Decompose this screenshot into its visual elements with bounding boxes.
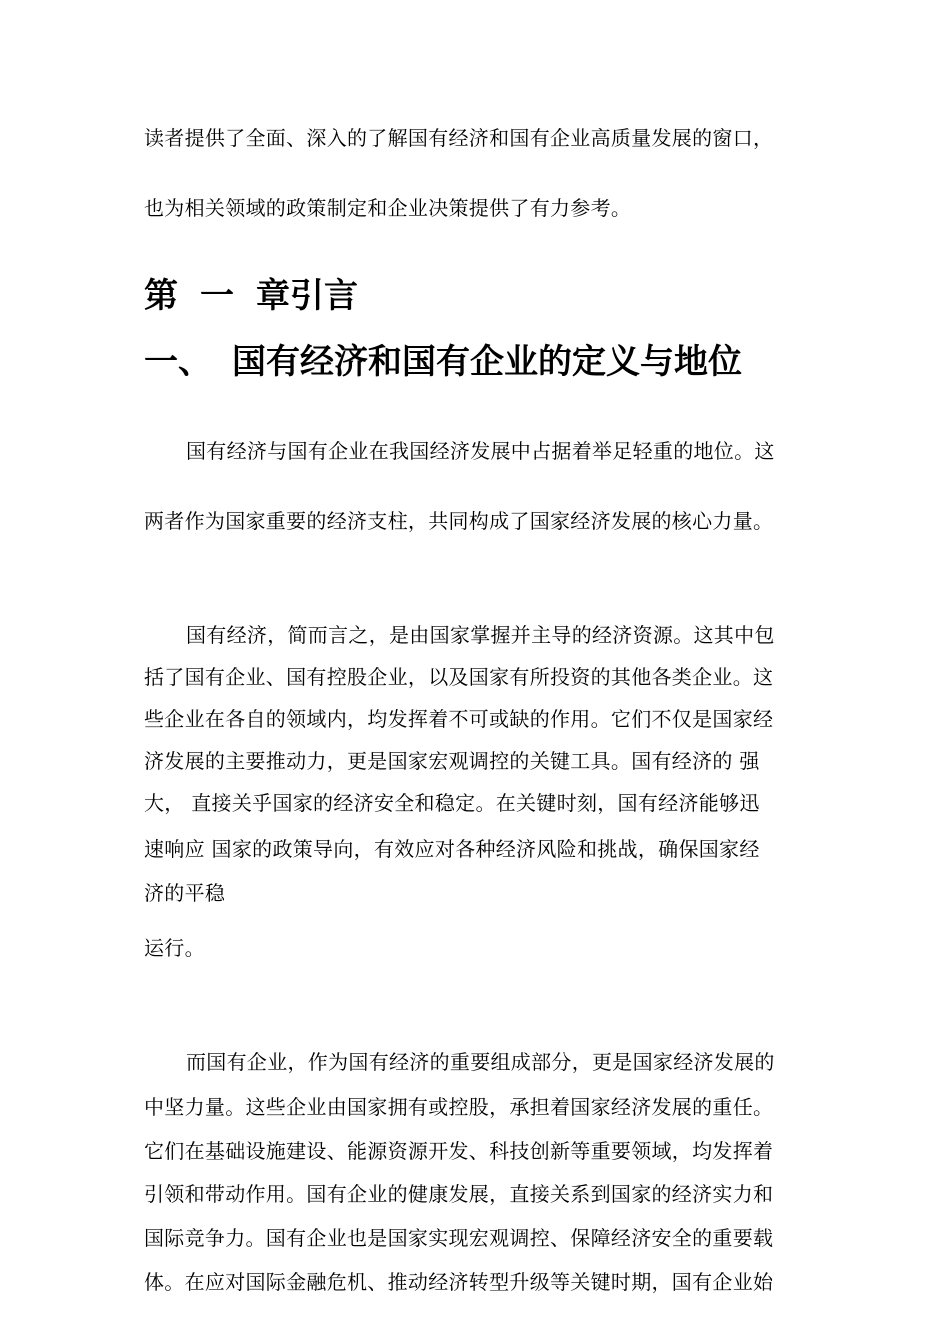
para1-line-2: 两者作为国家重要的经济支柱，共同构成了国家经济发展的核心力量。 xyxy=(144,509,774,533)
para2-line-4: 济发展的主要推动力，更是国家宏观调控的关键工具。国有经济的 强 xyxy=(144,749,760,773)
chapter-heading xyxy=(144,274,358,318)
para3-line-4: 引领和带动作用。国有企业的健康发展，直接关系到国家的经济实力和 xyxy=(144,1182,774,1206)
chapter-prefix: 第 xyxy=(144,276,178,316)
section-number: 一、 xyxy=(144,342,212,382)
para3-line-3: 它们在基础设施建设、能源资源开发、科技创新等重要领域，均发挥着 xyxy=(144,1139,774,1163)
chapter-title: 章引言 xyxy=(256,276,358,316)
para3-line-1: 而国有企业，作为国有经济的重要组成部分，更是国家经济发展的 xyxy=(186,1050,775,1074)
para2-line-5: 大， 直接关乎国家的经济安全和稳定。在关键时刻，国有经济能够迅 xyxy=(144,791,760,815)
para2-line-1: 国有经济，简而言之，是由国家掌握并主导的经济资源。这其中包 xyxy=(186,623,775,647)
para2-line-3: 些企业在各自的领域内，均发挥着不可或缺的作用。它们不仅是国家经 xyxy=(144,707,774,731)
para3-line-5: 国际竞争力。国有企业也是国家实现宏观调控、保障经济安全的重要载 xyxy=(144,1226,774,1250)
para2-line-8: 运行。 xyxy=(144,936,205,960)
section-title: 国有经济和国有企业的定义与地位 xyxy=(232,342,742,382)
intro-line-2: 也为相关领域的政策制定和企业决策提供了有力参考。 xyxy=(144,196,632,220)
chapter-number: 一 xyxy=(200,276,234,316)
para3-line-6: 体。在应对国际金融危机、推动经济转型升级等关键时期，国有企业始 xyxy=(144,1270,774,1294)
intro-line-1: 读者提供了全面、深入的了解国有经济和国有企业高质量发展的窗口， xyxy=(144,126,774,150)
para2-line-6: 速响应 国家的政策导向，有效应对各种经济风险和挑战，确保国家经 xyxy=(144,837,760,861)
para2-line-7: 济的平稳 xyxy=(144,881,226,905)
para3-line-2: 中坚力量。这些企业由国家拥有或控股，承担着国家经济发展的重任。 xyxy=(144,1095,774,1119)
para1-line-1: 国有经济与国有企业在我国经济发展中占据着举足轻重的地位。这 xyxy=(186,439,775,463)
para2-line-2: 括了国有企业、国有控股企业，以及国家有所投资的其他各类企业。这 xyxy=(144,665,774,689)
section-heading xyxy=(144,340,742,384)
